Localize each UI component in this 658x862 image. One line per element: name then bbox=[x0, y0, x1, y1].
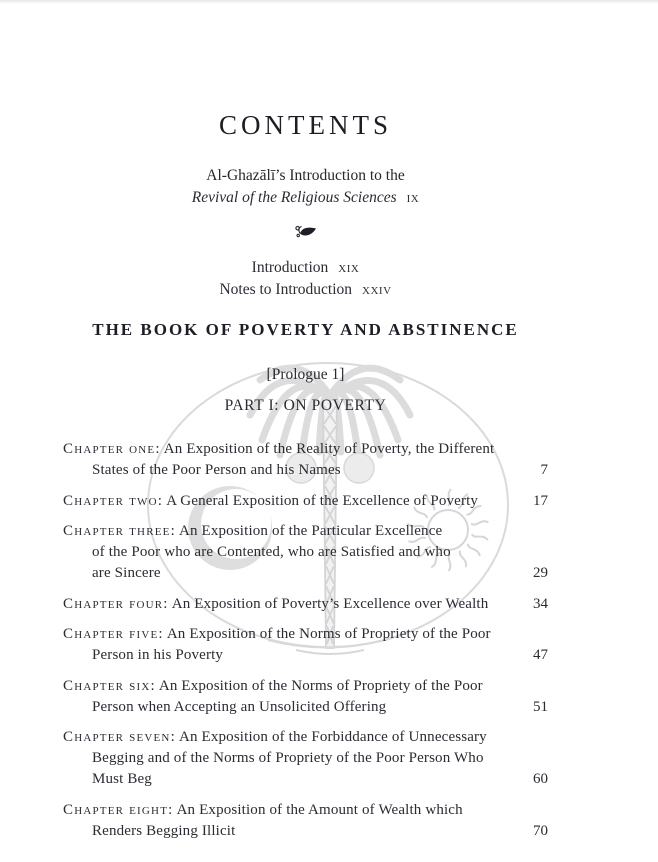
part-heading: PART I: ON POVERTY bbox=[224, 397, 387, 414]
toc-entry-page-number: 7 bbox=[540, 462, 548, 478]
toc-entry-title bbox=[63, 727, 506, 790]
toc-entry bbox=[63, 800, 548, 842]
frontmatter-item bbox=[63, 257, 548, 279]
work-title-line bbox=[63, 189, 548, 207]
toc-entry bbox=[63, 624, 548, 666]
page-content bbox=[63, 0, 548, 862]
chapter-label: Chapter six: bbox=[63, 677, 156, 694]
toc-entry-line: Chapter three: An Exposition of the Particular Excellence bbox=[63, 523, 443, 539]
chapter-label: Chapter seven: bbox=[63, 729, 176, 745]
page-title: CONTENTS bbox=[219, 110, 392, 140]
toc-entry-title bbox=[63, 594, 506, 615]
toc-entry bbox=[63, 594, 548, 615]
toc-entry-page-number: 60 bbox=[533, 771, 548, 787]
chapter-label: Chapter three: bbox=[63, 523, 176, 539]
toc-entry-title bbox=[63, 676, 506, 718]
frontmatter-label: Introduction bbox=[251, 259, 329, 276]
toc-entry-line: are Sincere bbox=[92, 565, 161, 581]
toc-entry bbox=[63, 727, 548, 790]
toc-entry-title bbox=[63, 521, 506, 584]
frontmatter-page-number: xix bbox=[338, 259, 360, 276]
toc-entry-line: Chapter four: An Exposition of Poverty’s Excellence over Wealth bbox=[63, 595, 489, 612]
chapter-label: Chapter five: bbox=[63, 626, 164, 642]
toc-entry-page-number: 29 bbox=[533, 565, 548, 581]
book-heading: THE BOOK OF POVERTY AND ABSTINENCE bbox=[92, 320, 519, 339]
fleuron-icon bbox=[293, 224, 319, 240]
frontmatter-page-number: xxiv bbox=[362, 280, 392, 298]
toc-entry-line: Chapter five: An Exposition of the Norms of Propriety of the Poor bbox=[63, 626, 491, 642]
toc-entry-title bbox=[63, 624, 506, 666]
toc-entry-line: States of the Poor Person and his Names bbox=[92, 462, 341, 478]
frontmatter-item bbox=[63, 279, 548, 301]
toc-entry bbox=[63, 521, 548, 584]
toc-entry-line: Chapter one: An Exposition of the Reality of Poverty, the Different bbox=[63, 441, 495, 457]
toc-entry-line: Renders Begging Illicit bbox=[92, 822, 236, 839]
intro-line: Al-Ghazālī’s Introduction to the bbox=[206, 167, 405, 184]
toc-entry-line: of the Poor who are Contented, who are Satisfied and who bbox=[92, 544, 451, 560]
toc-entry-line: Must Beg bbox=[92, 771, 152, 787]
toc-entry-line: Person in his Poverty bbox=[92, 647, 224, 663]
work-title: Revival of the Religious Sciences bbox=[191, 189, 397, 206]
fleuron-ornament bbox=[63, 224, 548, 240]
toc-entry-line: Chapter seven: An Exposition of the Forbiddance of Unnecessary bbox=[63, 729, 487, 745]
toc-entry bbox=[63, 439, 548, 481]
toc-entry-line: Chapter two: A General Exposition of the Excellence of Poverty bbox=[63, 492, 479, 509]
chapter-label: Chapter four: bbox=[63, 595, 169, 612]
toc-entry-page-number: 47 bbox=[533, 647, 548, 663]
toc-entry-line: Chapter six: An Exposition of the Norms of Propriety of the Poor bbox=[63, 677, 483, 694]
toc-entry-title bbox=[63, 439, 506, 481]
prologue-heading: [Prologue 1] bbox=[266, 366, 345, 383]
toc-entry-line: Chapter eight: An Exposition of the Amount of Wealth which bbox=[63, 801, 463, 818]
frontmatter-list bbox=[63, 257, 548, 300]
toc-entry-page-number: 34 bbox=[533, 595, 548, 612]
toc-entry-page-number: 51 bbox=[533, 698, 548, 715]
toc-entry-page-number: 17 bbox=[533, 492, 548, 509]
toc-entry-title bbox=[63, 800, 506, 842]
toc-list bbox=[63, 439, 548, 851]
chapter-label: Chapter one: bbox=[63, 441, 161, 457]
toc-entry-line: Begging and of the Norms of Propriety of the Poor Person Who bbox=[92, 750, 484, 766]
toc-entry bbox=[63, 676, 548, 718]
toc-entry-line: Person when Accepting an Unsolicited Offering bbox=[92, 698, 387, 715]
toc-entry bbox=[63, 491, 548, 512]
toc-entry-title bbox=[63, 491, 506, 512]
toc-entry-page-number: 70 bbox=[533, 822, 548, 839]
work-page-number: ix bbox=[406, 189, 420, 206]
frontmatter-label: Notes to Introduction bbox=[219, 280, 353, 298]
chapter-label: Chapter eight: bbox=[63, 801, 174, 818]
chapter-label: Chapter two: bbox=[63, 492, 164, 509]
